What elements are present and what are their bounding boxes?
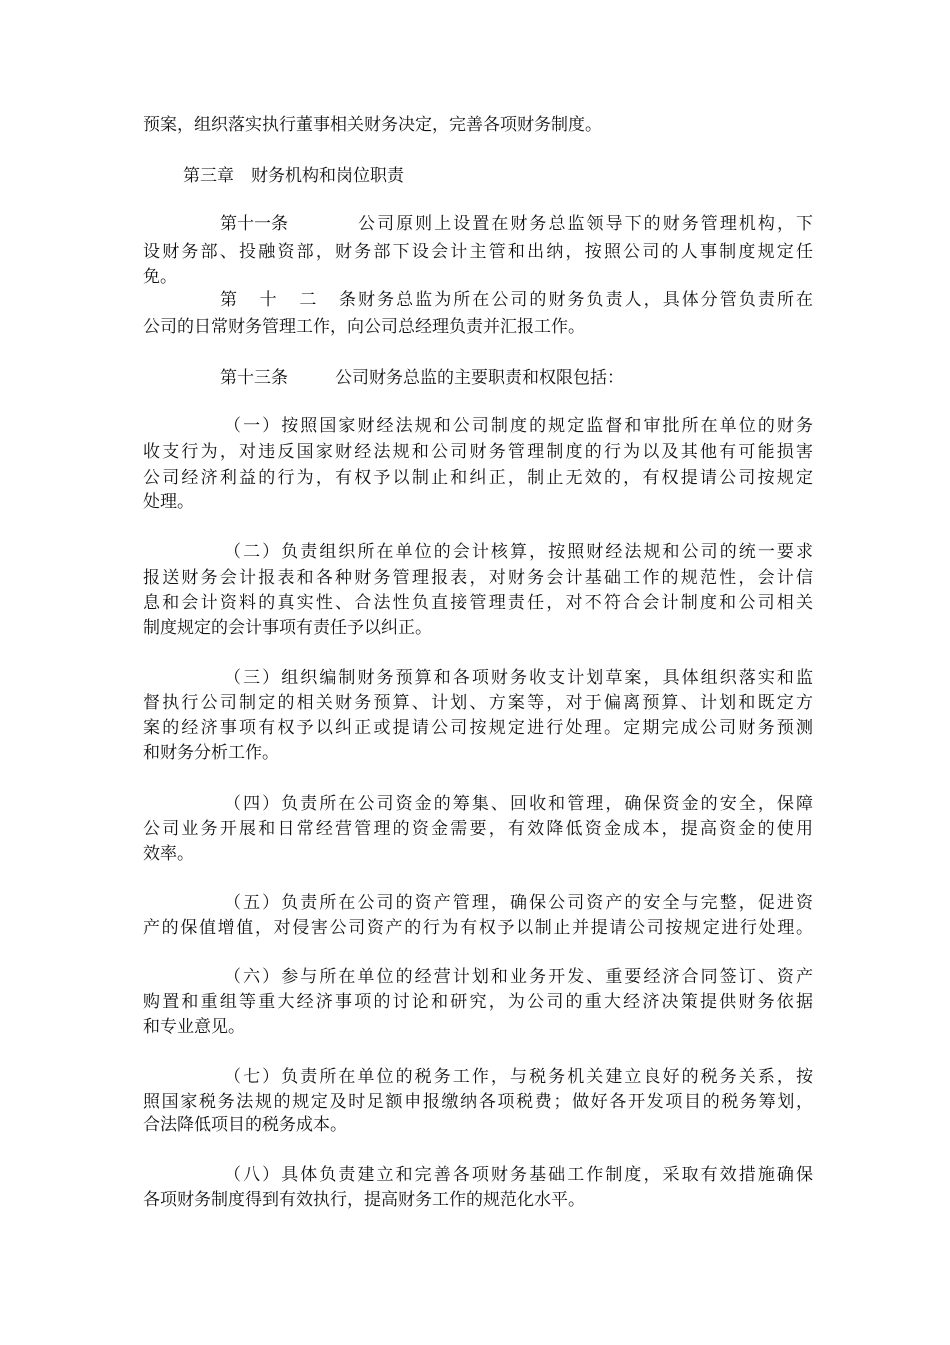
item-6-line: 购置和重组等重大经济事项的讨论和研究，为公司的重大经济决策提供财务依据 [143, 992, 813, 1012]
item-3-line: （三）组织编制财务预算和各项财务收支计划草案，具体组织落实和监 [224, 668, 813, 688]
article-12-first-line [220, 289, 813, 311]
item-3-line: 案的经济事项有权予以纠正或提请公司按规定进行处理。定期完成公司财务预测 [143, 718, 813, 738]
item-6-line: 和专业意见。 [143, 1017, 245, 1037]
article-12-text: 财务总监为所在公司的财务负责人，具体分管负责所在 [356, 290, 813, 310]
item-7-line: 照国家税务法规的规定及时足额申报缴纳各项税费；做好各开发项目的税务筹划， [143, 1092, 813, 1112]
article-11-line: 设财务部、投融资部，财务部下设会计主管和出纳，按照公司的人事制度规定任 [143, 242, 813, 262]
item-2-line: （二）负责组织所在单位的会计核算，按照财经法规和公司的统一要求 [224, 542, 813, 562]
item-4-line: （四）负责所在公司资金的筹集、回收和管理，确保资金的安全，保障 [224, 794, 813, 814]
chapter-heading: 第三章 财务机构和岗位职责 [183, 166, 404, 186]
item-7-line: （七）负责所在单位的税务工作，与税务机关建立良好的税务关系，按 [224, 1067, 813, 1087]
article-12-line: 公司的日常财务管理工作，向公司总经理负责并汇报工作。 [143, 317, 585, 337]
item-1-line: 公司经济利益的行为，有权予以制止和纠正，制止无效的，有权提请公司按规定 [143, 468, 813, 488]
item-1-line: 收支行为，对违反国家财经法规和公司财务管理制度的行为以及其他有可能损害 [143, 442, 813, 462]
article-13-first-line [220, 367, 624, 389]
intro-paragraph: 预案，组织落实执行董事相关财务决定，完善各项财务制度。 [143, 115, 602, 135]
article-12-label: 第十二条 [220, 290, 356, 310]
item-7-line: 合法降低项目的税务成本。 [143, 1115, 347, 1135]
article-13-label: 第十三条 [220, 368, 288, 388]
item-3-line: 和财务分析工作。 [143, 743, 279, 763]
item-2-line: 制度规定的会计事项有责任予以纠正。 [143, 618, 432, 638]
item-5-line: （五）负责所在公司的资产管理，确保公司资产的安全与完整，促进资 [224, 893, 813, 913]
item-2-line: 报送财务会计报表和各种财务管理报表，对财务会计基础工作的规范性，会计信 [143, 568, 813, 588]
item-1-line: （一）按照国家财经法规和公司制度的规定监督和审批所在单位的财务 [224, 416, 813, 436]
item-5-line: 产的保值增值，对侵害公司资产的行为有权予以制止并提请公司按规定进行处理。 [143, 918, 813, 938]
item-4-line: 效率。 [143, 844, 194, 864]
item-1-line: 处理。 [143, 492, 194, 512]
item-6-line: （六）参与所在单位的经营计划和业务开发、重要经济合同签订、资产 [224, 967, 813, 987]
item-4-line: 公司业务开展和日常经营管理的资金需要，有效降低资金成本，提高资金的使用 [143, 819, 813, 839]
item-8-line: （八）具体负责建立和完善各项财务基础工作制度，采取有效措施确保 [224, 1165, 813, 1185]
article-11-label: 第十一条 [220, 214, 288, 234]
article-11-first-line [220, 213, 813, 235]
article-11-line: 免。 [143, 267, 177, 287]
item-3-line: 督执行公司制定的相关财务预算、计划、方案等，对于偏离预算、计划和既定方 [143, 693, 813, 713]
article-13-text: 公司财务总监的主要职责和权限包括： [335, 368, 624, 388]
item-2-line: 息和会计资料的真实性、合法性负直接管理责任，对不符合会计制度和公司相关 [143, 593, 813, 613]
item-8-line: 各项财务制度得到有效执行，提高财务工作的规范化水平。 [143, 1190, 585, 1210]
article-11-text: 公司原则上设置在财务总监领导下的财务管理机构，下 [356, 214, 813, 234]
